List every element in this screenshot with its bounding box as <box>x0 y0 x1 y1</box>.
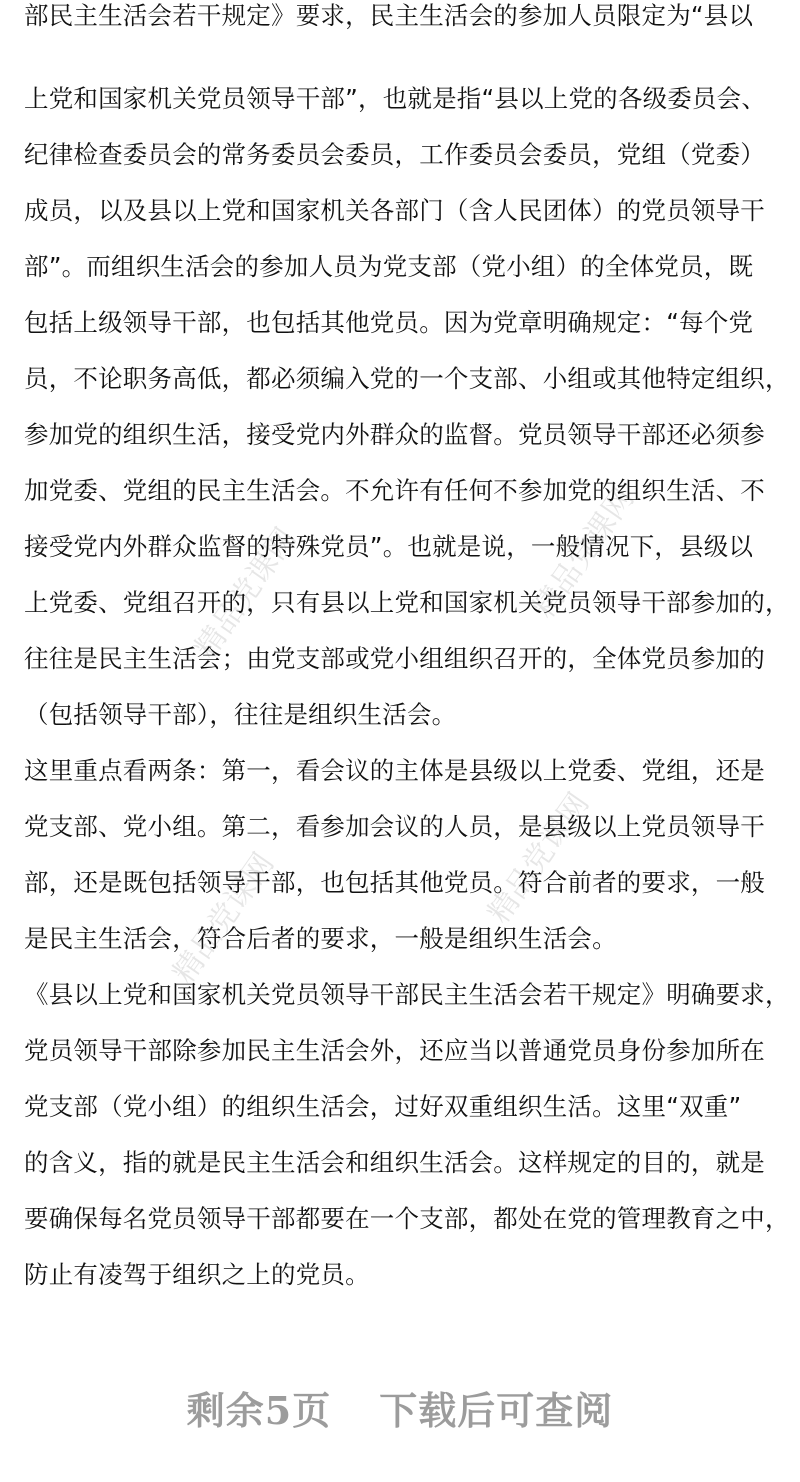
text-line: 往往是民主生活会；由党支部或党小组组织召开的，全体党员参加的 <box>24 644 765 673</box>
text-line: 党支部（党小组）的组织生活会，过好双重组织生活。这里“双重” <box>24 1092 742 1121</box>
text-line: 加党委、党组的民主生活会。不允许有任何不参加党的组织生活、不 <box>24 476 765 505</box>
text-line: 这里重点看两条：第一，看会议的主体是县级以上党委、党组，还是 <box>24 756 765 785</box>
text-line: 部，还是既包括领导干部，也包括其他党员。符合前者的要求，一般 <box>24 868 765 897</box>
text-line: 党员领导干部除参加民主生活会外，还应当以普通党员身份参加所在 <box>24 1036 765 1065</box>
watermark: 精品党课网 <box>166 846 282 990</box>
text-line: 党支部、党小组。第二，看参加会议的人员，是县级以上党员领导干 <box>24 812 765 841</box>
watermark: 精品党课网 <box>188 521 304 665</box>
text-line: 纪律检查委员会的常务委员会委员，工作委员会委员，党组（党委） <box>24 140 765 169</box>
text-line: 包括上级领导干部，也包括其他党员。因为党章明确规定：“每个党 <box>24 308 754 337</box>
remaining-pages-label: 剩余5页 <box>186 1388 332 1433</box>
text-line: 要确保每名党员领导干部都要在一个支部，都处在党的管理教育之中， <box>24 1204 790 1233</box>
text-line: （包括领导干部），往往是组织生活会。 <box>24 700 457 729</box>
text-line: 部”。而组织生活会的参加人员为党支部（党小组）的全体党员，既 <box>24 252 754 281</box>
text-line: 防止有凌驾于组织之上的党员。 <box>24 1260 370 1289</box>
text-line: 员，不论职务高低，都必须编入党的一个支部、小组或其他特定组织， <box>24 364 790 393</box>
text-line: 的含义，指的就是民主生活会和组织生活会。这样规定的目的，就是 <box>24 1148 765 1177</box>
download-prompt[interactable] <box>0 1380 800 1435</box>
text-line: 上党和国家机关党员领导干部”，也就是指“县以上党的各级委员会、 <box>24 84 767 113</box>
text-line: 《县以上党和国家机关党员领导干部民主生活会若干规定》明确要求， <box>24 980 790 1009</box>
text-line: 接受党内外群众监督的特殊党员”。也就是说，一般情况下，县级以 <box>24 532 754 561</box>
watermark: 精品党课网 <box>481 786 597 930</box>
text-line: 上党委、党组召开的，只有县以上党和国家机关党员领导干部参加的， <box>24 588 790 617</box>
text-line: 参加党的组织生活，接受党内外群众的监督。党员领导干部还必须参 <box>24 420 765 449</box>
download-to-view-label: 下载后可查阅 <box>379 1388 614 1433</box>
watermark: 精品党课网 <box>526 481 642 625</box>
text-line: 是民主生活会，符合后者的要求，一般是组织生活会。 <box>24 924 617 953</box>
text-line: 成员，以及县以上党和国家机关各部门（含人民团体）的党员领导干 <box>24 196 765 225</box>
text-line: 部民主生活会若干规定》要求，民主生活会的参加人员限定为“县以 <box>24 1 754 30</box>
